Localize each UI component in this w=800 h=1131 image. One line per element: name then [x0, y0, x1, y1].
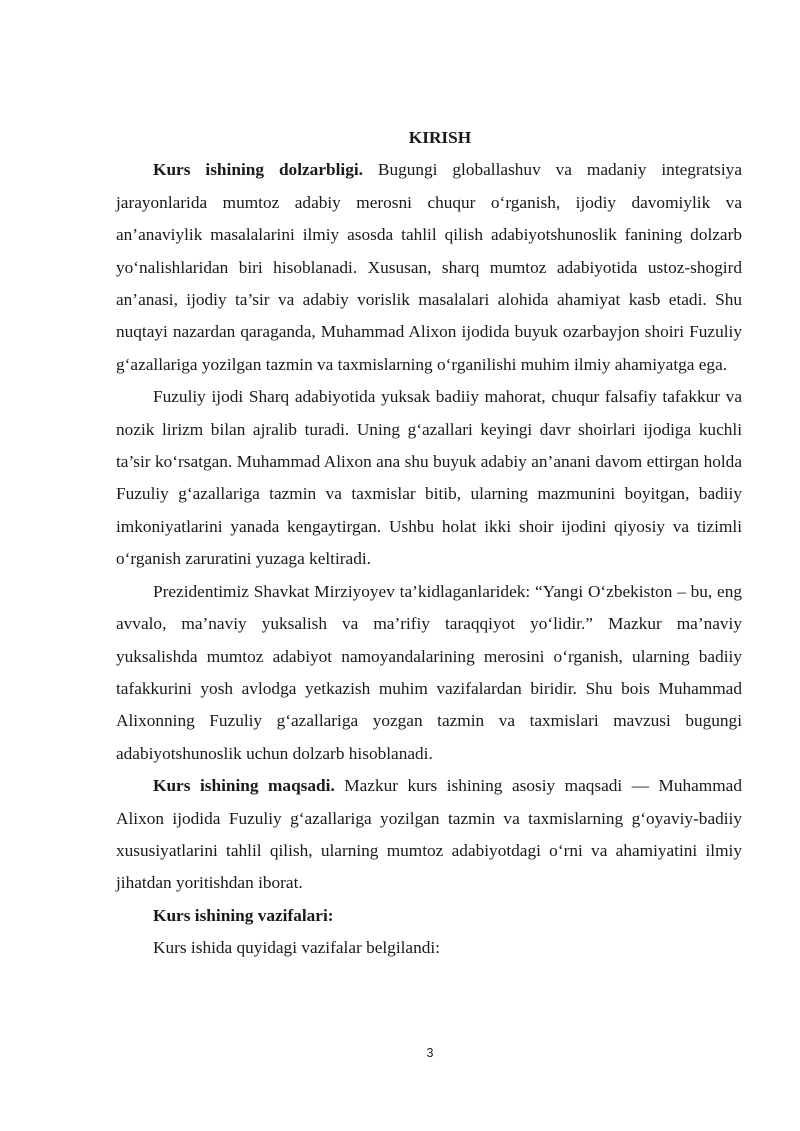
tasks-heading-text: Kurs ishining vazifalari: — [153, 905, 334, 925]
paragraph-lead: Kurs ishining maqsadi. — [153, 776, 335, 796]
tasks-heading — [116, 900, 742, 932]
paragraph-lead: Kurs ishining dolzarbligi. — [153, 160, 363, 180]
paragraph-text: Prezidentimiz Shavkat Mirziyoyev ta’kidlaganlaridek: “Yangi O‘zbekiston – bu, eng avvalo, ma’naviy yuksalish va ma’rifiy taraqqiyot yo‘lidir.” Mazkur ma’naviy yuksalishda mumtoz adabiyot namoyandalarining merosini o‘rganish, ularning badiiy tafakkurini yosh avlodga yetkazish muhim vazifalardan biridir. Shu bois Muhammad Alixonning Fuzuliy g‘azallariga yozgan tazmin va taxmislari mavzusi bugungi adabiyotshunoslik uchun dolzarb hisoblanadi. — [116, 581, 742, 763]
section-heading: KIRISH — [408, 128, 472, 147]
page-number: 3 — [426, 1046, 434, 1060]
paragraph-text: Bugungi globallashuv va madaniy integratsiya jarayonlarida mumtoz adabiy merosni chuqur o‘rganish, ijodiy davomiylik va an’anaviylik masalalarini ilmiy asosda tahlil qilish adabiyotshunoslik fanining dolzarb yo‘nalishlaridan biri hisoblanadi. Xususan, sharq mumtoz adabiyotida ustoz-shogird an’anasi, ijodiy ta’sir va adabiy vorislik masalalari alohida ahamiyat kasb etadi. Shu nuqtayi nazardan qaraganda, Muhammad Alixon ijodida buyuk ozarbayjon shoiri Fuzuliy g‘azallariga yozilgan tazmin va taxmislarning o‘rganilishi muhim ilmiy ahamiyatga ega. — [116, 160, 742, 374]
paragraph-president-quote — [116, 576, 742, 770]
tasks-intro: Kurs ishida quyidagi vazifalar belgilandi: — [153, 938, 440, 958]
paragraph-text: Fuzuliy ijodi Sharq adabiyotida yuksak badiiy mahorat, chuqur falsafiy tafakkur va nozik lirizm bilan ajralib turadi. Uning g‘azallari keyingi davr shoirlari ijodiga kuchli ta’sir ko‘rsatgan. Muhammad Alixon ana shu buyuk adabiy an’anani davom ettirgan holda Fuzuliy g‘azallariga tazmin va taxmislar bitib, ularning mazmunini boyitgan, badiiy imkoniyatlarini yanada kengaytirgan. Ushbu holat ikki shoir ijodini qiyosiy va tizimli o‘rganish zaruratini yuzaga keltiradi. — [116, 387, 742, 569]
paragraph-goal — [116, 770, 742, 900]
paragraph-text: Mazkur kurs ishining asosiy maqsadi — Muhammad Alixon ijodida Fuzuliy g‘azallariga yozilgan tazmin va taxmislarning g‘oyaviy-badiiy xususiyatlarini tahlil qilish, ularning mumtoz adabiyotdagi o‘rni va ahamiyatini ilmiy jihatdan yoritishdan iborat. — [116, 776, 742, 893]
paragraph-relevance — [116, 154, 742, 381]
paragraph-fuzuliy — [116, 381, 742, 575]
document-body — [116, 122, 742, 965]
